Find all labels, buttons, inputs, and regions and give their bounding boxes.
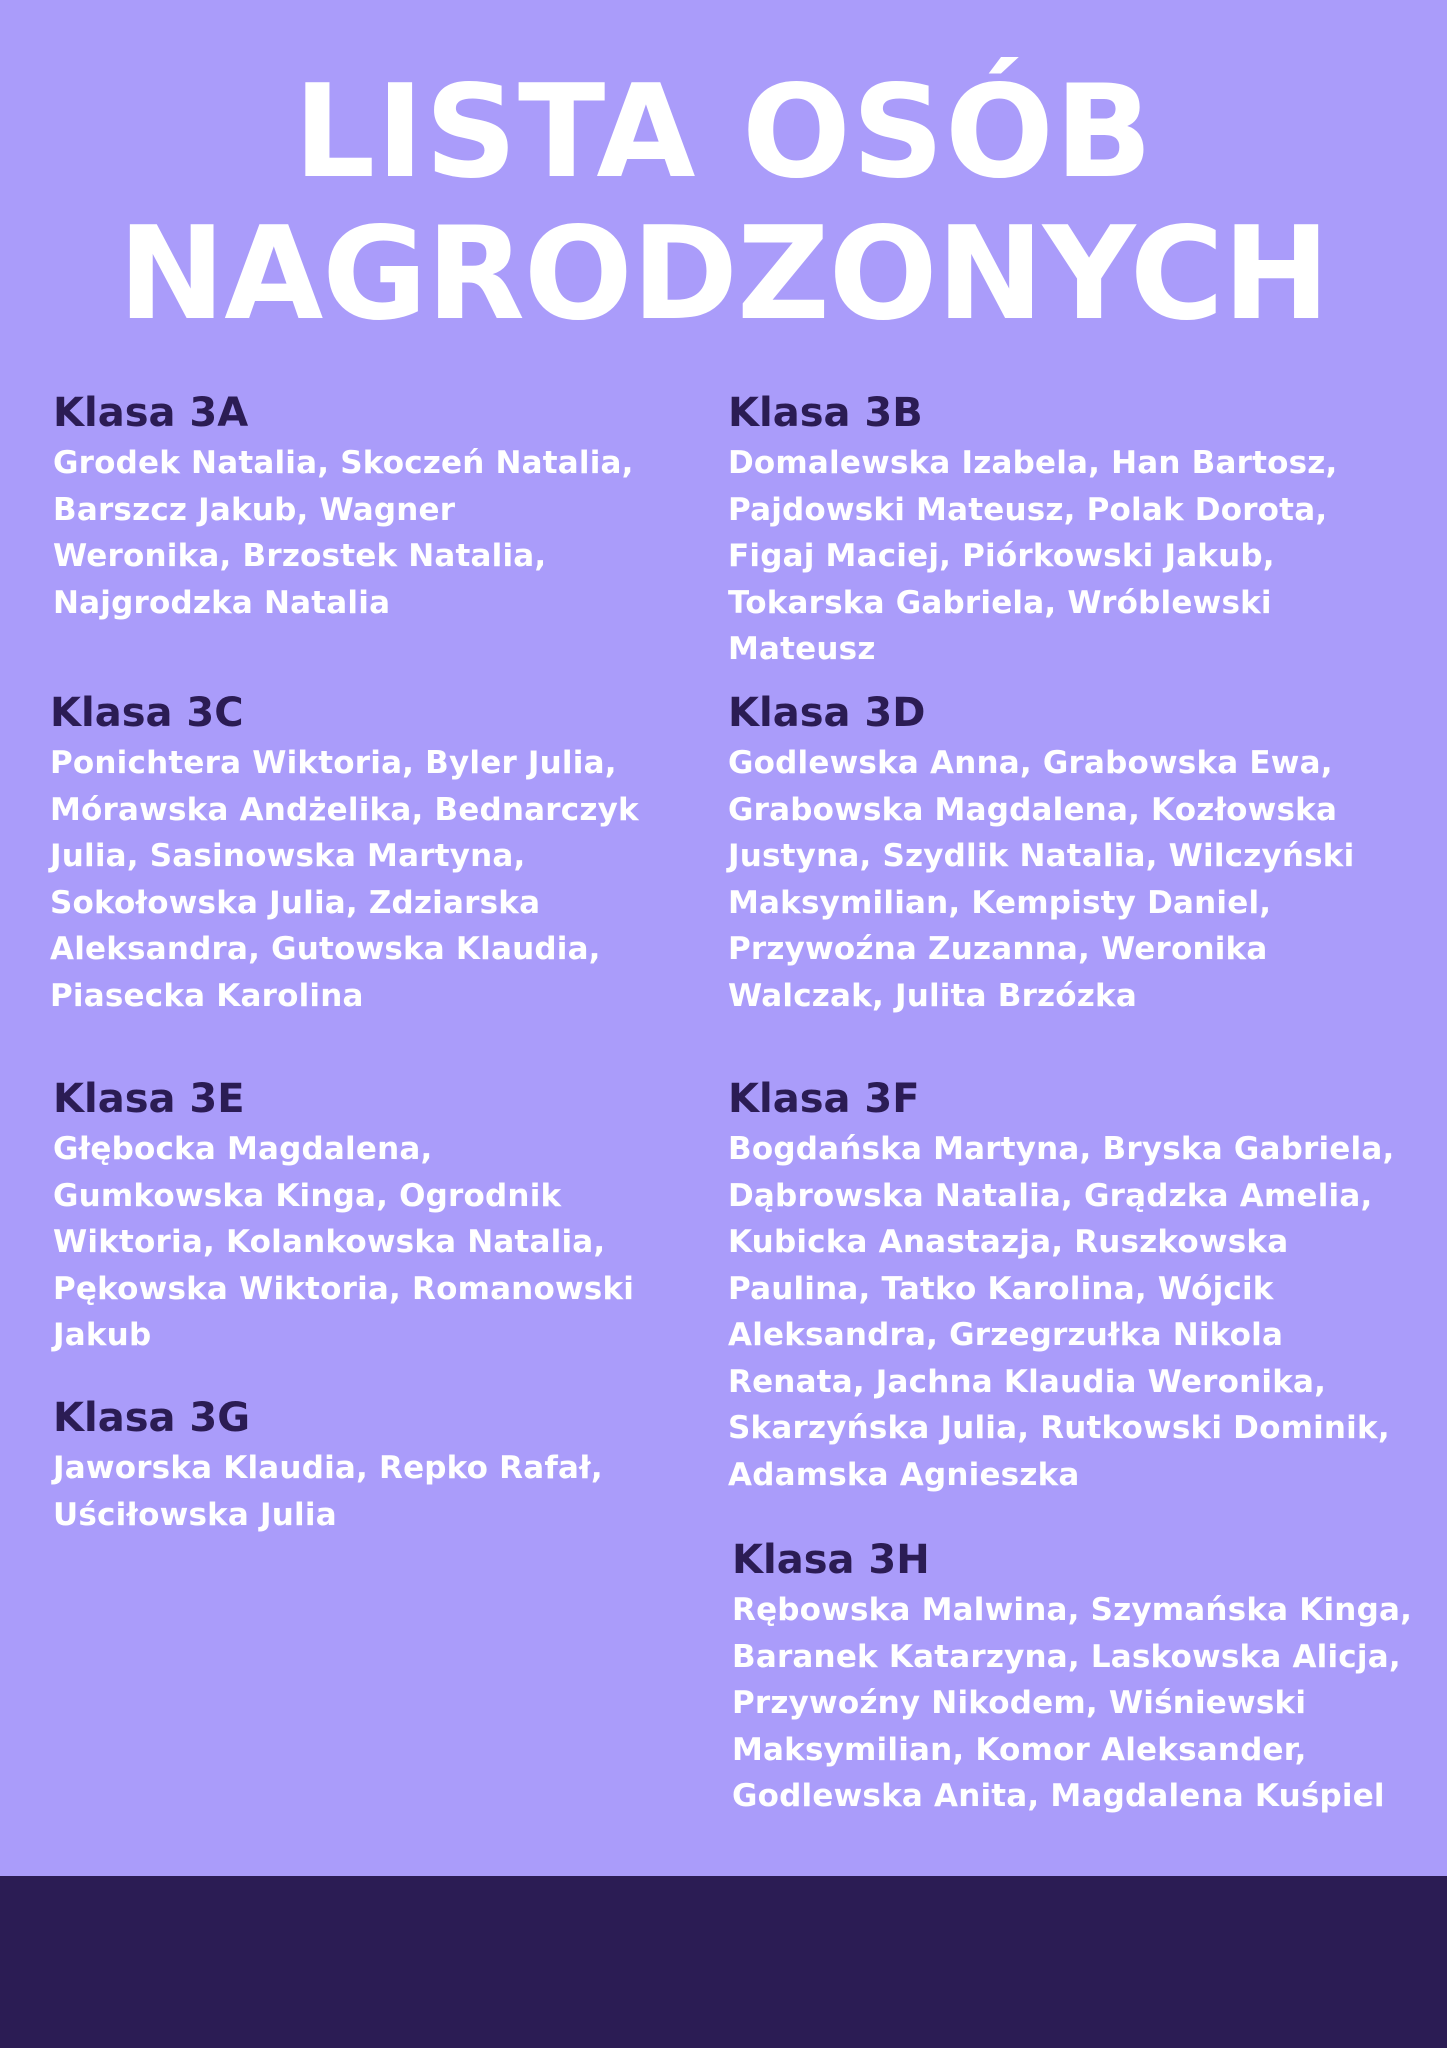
class-3d-heading: Klasa 3D	[728, 690, 926, 736]
class-3e-heading: Klasa 3E	[53, 1076, 245, 1122]
class-3b-section	[728, 388, 1418, 673]
class-3c-heading: Klasa 3C	[50, 690, 244, 736]
class-3h-names: Rębowska Malwina, Szymańska Kinga, Baranek Katarzyna, Laskowska Alicja, Przywoźny Nikodem, Wiśniewski Maksymilian, Komor Aleksander, Godlewska Anita, Magdalena Kuśpiel	[732, 1592, 1413, 1814]
page-title-line-1: LISTA OSÓB	[293, 58, 1154, 207]
class-3e-section	[53, 1074, 643, 1359]
class-3b-heading: Klasa 3B	[728, 390, 923, 436]
class-3h-section	[732, 1535, 1422, 1820]
class-3g-names: Jaworska Klaudia, Repko Rafał, Uściłowska Julia	[53, 1450, 603, 1533]
class-3d-names: Godlewska Anna, Grabowska Ewa, Grabowska Magdalena, Kozłowska Justyna, Szydlik Natalia, Wilczyński Maksymilian, Kempisty Daniel, Przywoźna Zuzanna, Weronika Walczak, Julita Brzózka	[728, 745, 1355, 1014]
class-3f-names: Bogdańska Martyna, Bryska Gabriela, Dąbrowska Natalia, Grądzka Amelia, Kubicka Anastazja, Ruszkowska Paulina, Tatko Karolina, Wójcik Aleksandra, Grzegrzułka Nikola Renata, Jachna Klaudia Weronika, Skarzyńska Julia, Rutkowski Dominik, Adamska Agnieszka	[728, 1131, 1395, 1493]
class-3b-names: Domalewska Izabela, Han Bartosz, Pajdowski Mateusz, Polak Dorota, Figaj Maciej, Piórkowski Jakub, Tokarska Gabriela, Wróblewski Mateusz	[728, 445, 1338, 667]
class-3g-heading: Klasa 3G	[53, 1395, 251, 1441]
class-3c-names: Ponichtera Wiktoria, Byler Julia, Mórawska Andżelika, Bednarczyk Julia, Sasinowska Martyna, Sokołowska Julia, Zdziarska Aleksandra, Gutowska Klaudia, Piasecka Karolina	[50, 745, 639, 1014]
class-3d-section	[728, 688, 1358, 1019]
class-3f-section	[728, 1074, 1408, 1498]
class-3g-section	[53, 1393, 643, 1538]
class-3a-section	[53, 388, 643, 626]
class-3f-heading: Klasa 3F	[728, 1076, 920, 1122]
class-3a-names: Grodek Natalia, Skoczeń Natalia, Barszcz Jakub, Wagner Weronika, Brzostek Natalia, Najgrodzka Natalia	[53, 445, 634, 621]
class-3c-section	[50, 688, 640, 1019]
class-3e-names: Głębocka Magdalena, Gumkowska Kinga, Ogrodnik Wiktoria, Kolankowska Natalia, Pękowska Wiktoria, Romanowski Jakub	[53, 1131, 635, 1353]
class-3a-heading: Klasa 3A	[53, 390, 249, 436]
class-3h-heading: Klasa 3H	[732, 1537, 930, 1583]
footer-band	[0, 1876, 1447, 2048]
page-title-line-2: NAGRODZONYCH	[118, 200, 1329, 349]
